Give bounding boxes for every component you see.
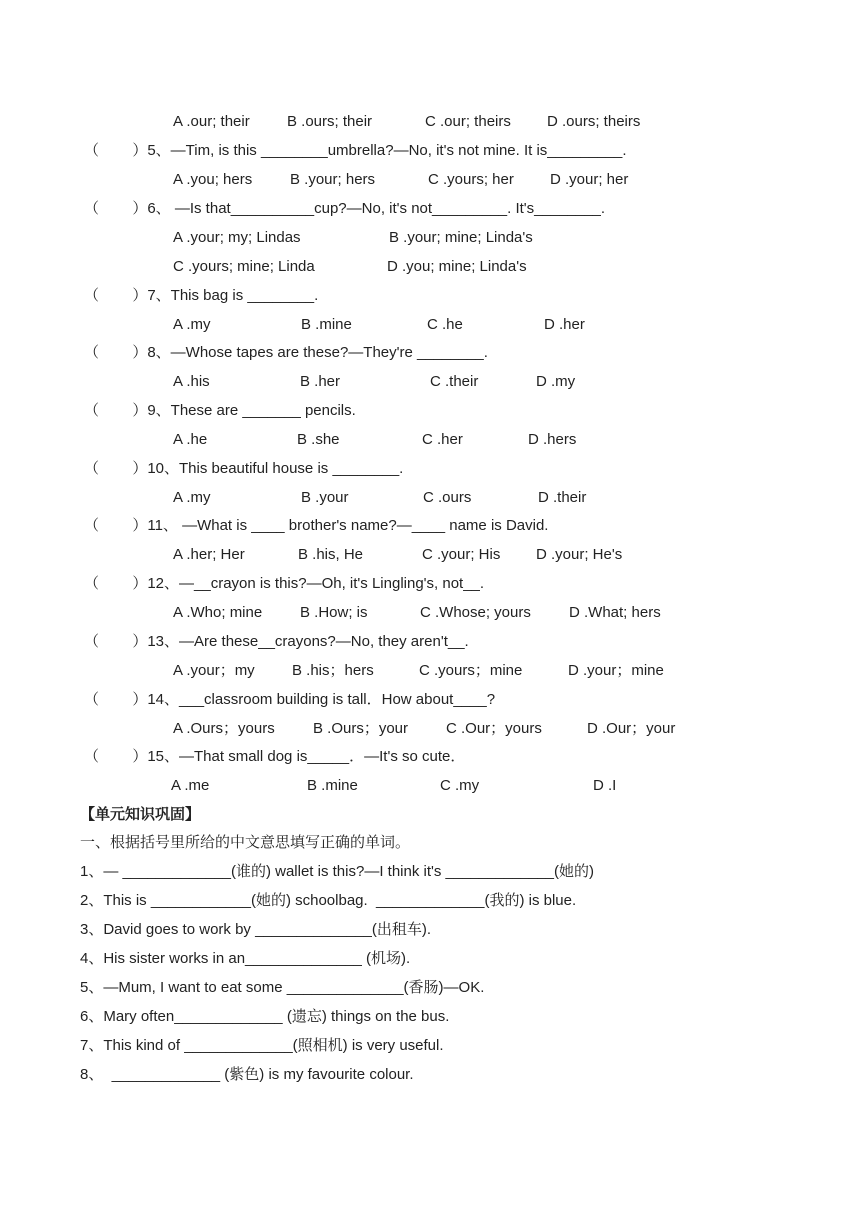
option: C .her [422,431,463,448]
fill-item: 8、 _____________ (紫色) is my favourite colour. [80,1066,414,1083]
option: A .her; Her [173,546,245,563]
q4-option-a: A .our; their [173,113,250,130]
fill-item: 1、— _____________(谁的) wallet is this?—I think it's _____________(她的) [80,863,594,880]
option: C .yours; her [428,171,514,188]
option: D .their [538,489,587,506]
option: B .How; is [300,604,368,621]
option: C .their [430,373,479,390]
option: C .ours [423,489,472,506]
option: D .hers [528,431,577,448]
option: B .his；hers [292,662,374,679]
option: B .your; hers [290,171,376,188]
option: B .Ours；your [313,720,409,737]
option: A .you; hers [173,171,253,188]
option: D .Our；your [587,720,676,737]
option: A .your；my [173,662,255,679]
q4-option-c: C .our; theirs [425,113,511,130]
option: C .your; His [422,546,501,563]
fill-item: 5、—Mum, I want to eat some ______________(香肠)—OK. [80,979,485,996]
question-stem: （ ）12、—__crayon is this?—Oh, it's Lingling's, not__. [84,575,485,592]
option: A .Who; mine [173,604,263,621]
fill-item: 4、His sister works in an______________ (机场). [80,950,411,967]
option: B .mine [301,316,352,333]
fill-item: 3、David goes to work by ______________(出租车). [80,921,432,938]
option: C .my [440,777,480,794]
option: B .your; mine; Linda's [389,229,533,246]
question-stem: （ ）6、 —Is that__________cup?—No, it's not_________. It's________. [84,200,606,217]
option: D .your; her [550,171,629,188]
option: D .What; hers [569,604,661,621]
q4-option-d: D .ours; theirs [547,113,641,130]
question-stem: （ ）11、 —What is ____ brother's name?—____ name is David. [84,517,549,534]
option: D .her [544,316,585,333]
question-stem: （ ）15、—That small dog is_____．—It's so cute． [84,748,466,765]
fill-item: 7、This kind of _____________(照相机) is very useful. [80,1037,444,1054]
question-stem: （ ）10、This beautiful house is ________. [84,460,404,477]
question-stem: （ ）9、These are _______ pencils. [84,402,356,419]
section-title: 【单元知识巩固】 [80,806,201,823]
option: A .he [173,431,208,448]
option: B .her [300,373,341,390]
fill-item: 2、This is ____________(她的) schoolbag. _____________(我的) is blue. [80,892,577,909]
option: C .yours; mine; Linda [173,258,315,275]
option: B .his, He [298,546,364,563]
q4-option-b: B .ours; their [287,113,373,130]
option: A .Ours；yours [173,720,275,737]
question-stem: （ ）5、—Tim, is this ________umbrella?—No, it's not mine. It is_________. [84,142,627,159]
question-stem: （ ）7、This bag is ________. [84,287,319,304]
option: D .your；mine [568,662,664,679]
option: A .his [173,373,210,390]
option: D .I [593,777,617,794]
option: C .Whose; yours [420,604,531,621]
option: D .you; mine; Linda's [387,258,527,275]
option: C .Our；yours [446,720,542,737]
option: D .your; He's [536,546,623,563]
option: A .my [173,316,211,333]
option: C .yours；mine [419,662,523,679]
option: B .your [301,489,349,506]
fill-item: 6、Mary often_____________ (遗忘) things on the bus. [80,1008,450,1025]
option: A .me [171,777,210,794]
question-stem: （ ）8、—Whose tapes are these?—They're ________. [84,344,488,361]
question-stem: （ ）13、—Are these__crayons?—No, they aren't__. [84,633,469,650]
option: C .he [427,316,463,333]
question-stem: （ ）14、___classroom building is tall．How about____? [84,691,496,708]
option: A .my [173,489,211,506]
part1-instruction: 一、根据括号里所给的中文意思填写正确的单词。 [80,834,411,851]
option: B .she [297,431,340,448]
option: A .your; my; Lindas [173,229,301,246]
option: D .my [536,373,576,390]
option: B .mine [307,777,358,794]
